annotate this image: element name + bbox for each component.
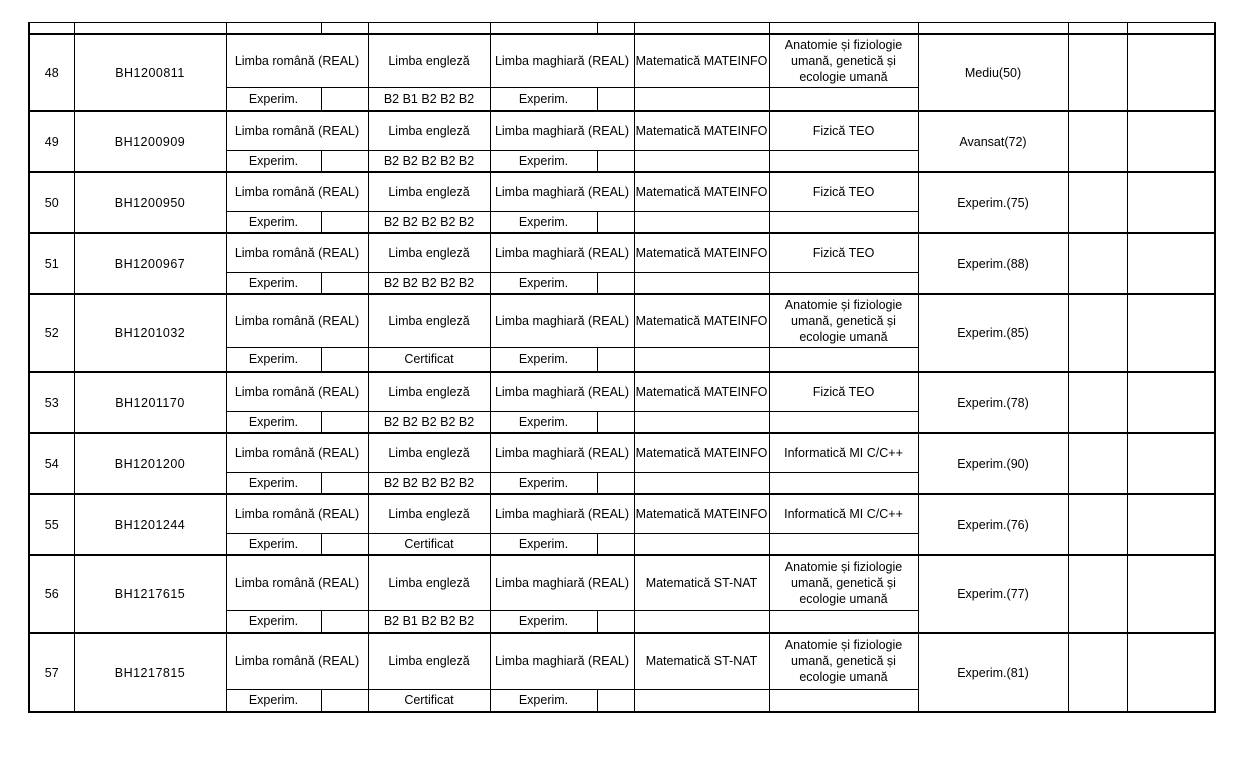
empty-cell <box>1127 34 1215 111</box>
empty-cell <box>1068 555 1127 633</box>
science-subject-cell: Anatomie și fiziologie umană, genetică și ecologie umană <box>769 34 918 87</box>
sliver-cell <box>226 23 321 35</box>
empty-cell <box>1068 172 1127 233</box>
empty-subcell <box>321 411 368 433</box>
hungarian-subject-cell: Limba maghiară (REAL) <box>490 34 634 87</box>
english-subject-cell: Limba engleză <box>368 294 490 347</box>
empty-subcell <box>597 610 634 633</box>
romanian-result-cell: Experim. <box>226 211 321 233</box>
hungarian-subject-cell: Limba maghiară (REAL) <box>490 172 634 211</box>
romanian-result-cell: Experim. <box>226 272 321 294</box>
romanian-subject-cell: Limba română (REAL) <box>226 494 368 533</box>
empty-subcell <box>634 689 769 712</box>
hungarian-subject-cell: Limba maghiară (REAL) <box>490 633 634 689</box>
hungarian-subject-cell: Limba maghiară (REAL) <box>490 111 634 150</box>
candidate-code: BH1200811 <box>74 34 226 111</box>
candidate-code: BH1200909 <box>74 111 226 172</box>
sliver-cell <box>918 23 1068 35</box>
sliver-cell <box>1127 23 1215 35</box>
empty-subcell <box>634 472 769 494</box>
empty-cell <box>1068 494 1127 555</box>
math-subject-cell: Matematică MATEINFO <box>634 433 769 472</box>
hungarian-subject-cell: Limba maghiară (REAL) <box>490 294 634 347</box>
hungarian-result-cell: Experim. <box>490 472 597 494</box>
empty-cell <box>1068 433 1127 494</box>
science-subject-cell: Anatomie și fiziologie umană, genetică și ecologie umană <box>769 555 918 610</box>
candidate-code: BH1201244 <box>74 494 226 555</box>
romanian-subject-cell: Limba română (REAL) <box>226 555 368 610</box>
english-subject-cell: Limba engleză <box>368 433 490 472</box>
record-row-top <box>29 494 1215 533</box>
empty-subcell <box>634 533 769 555</box>
empty-subcell <box>597 272 634 294</box>
english-subject-cell: Limba engleză <box>368 172 490 211</box>
english-result-cell: Certificat <box>368 533 490 555</box>
empty-cell <box>1068 233 1127 294</box>
empty-subcell <box>769 347 918 372</box>
row-number: 50 <box>29 172 74 233</box>
candidate-code: BH1200950 <box>74 172 226 233</box>
hungarian-result-cell: Experim. <box>490 87 597 111</box>
record-row-top <box>29 372 1215 411</box>
romanian-subject-cell: Limba română (REAL) <box>226 433 368 472</box>
empty-subcell <box>769 150 918 172</box>
empty-cell <box>1068 372 1127 433</box>
math-subject-cell: Matematică MATEINFO <box>634 494 769 533</box>
empty-subcell <box>634 87 769 111</box>
level-result-cell: Experim.(81) <box>918 633 1068 712</box>
empty-subcell <box>769 533 918 555</box>
empty-subcell <box>597 411 634 433</box>
english-subject-cell: Limba engleză <box>368 494 490 533</box>
empty-subcell <box>769 272 918 294</box>
candidate-code: BH1217815 <box>74 633 226 712</box>
level-result-cell: Mediu(50) <box>918 34 1068 111</box>
empty-subcell <box>597 211 634 233</box>
sliver-cell <box>1068 23 1127 35</box>
candidate-code: BH1200967 <box>74 233 226 294</box>
sliver-cell <box>597 23 634 35</box>
record-row-top <box>29 34 1215 87</box>
record-row-top <box>29 555 1215 610</box>
empty-subcell <box>597 472 634 494</box>
row-number: 51 <box>29 233 74 294</box>
english-result-cell: B2 B2 B2 B2 B2 <box>368 411 490 433</box>
row-number: 54 <box>29 433 74 494</box>
empty-subcell <box>597 533 634 555</box>
romanian-result-cell: Experim. <box>226 533 321 555</box>
row-number: 55 <box>29 494 74 555</box>
row-number: 56 <box>29 555 74 633</box>
candidate-code: BH1201032 <box>74 294 226 372</box>
record-row-top <box>29 111 1215 150</box>
science-subject-cell: Informatică MI C/C++ <box>769 494 918 533</box>
empty-subcell <box>597 689 634 712</box>
empty-subcell <box>321 211 368 233</box>
empty-subcell <box>321 347 368 372</box>
hungarian-result-cell: Experim. <box>490 272 597 294</box>
row-number: 48 <box>29 34 74 111</box>
sliver-cell <box>634 23 769 35</box>
exam-results-table <box>28 22 1216 713</box>
empty-cell <box>1127 433 1215 494</box>
science-subject-cell: Anatomie și fiziologie umană, genetică și ecologie umană <box>769 294 918 347</box>
empty-subcell <box>769 610 918 633</box>
empty-subcell <box>634 610 769 633</box>
empty-cell <box>1127 172 1215 233</box>
english-result-cell: Certificat <box>368 347 490 372</box>
hungarian-result-cell: Experim. <box>490 610 597 633</box>
hungarian-subject-cell: Limba maghiară (REAL) <box>490 433 634 472</box>
empty-subcell <box>634 347 769 372</box>
science-subject-cell: Informatică MI C/C++ <box>769 433 918 472</box>
level-result-cell: Experim.(78) <box>918 372 1068 433</box>
science-subject-cell: Fizică TEO <box>769 372 918 411</box>
empty-subcell <box>597 347 634 372</box>
level-result-cell: Experim.(77) <box>918 555 1068 633</box>
romanian-result-cell: Experim. <box>226 347 321 372</box>
romanian-result-cell: Experim. <box>226 689 321 712</box>
previous-record-sliver-row <box>29 23 1215 35</box>
empty-subcell <box>321 87 368 111</box>
record-row-top <box>29 294 1215 347</box>
empty-cell <box>1127 494 1215 555</box>
science-subject-cell: Fizică TEO <box>769 172 918 211</box>
english-subject-cell: Limba engleză <box>368 372 490 411</box>
sliver-cell <box>490 23 597 35</box>
hungarian-result-cell: Experim. <box>490 689 597 712</box>
empty-subcell <box>321 272 368 294</box>
hungarian-result-cell: Experim. <box>490 347 597 372</box>
hungarian-subject-cell: Limba maghiară (REAL) <box>490 233 634 272</box>
romanian-result-cell: Experim. <box>226 610 321 633</box>
english-result-cell: B2 B1 B2 B2 B2 <box>368 87 490 111</box>
hungarian-subject-cell: Limba maghiară (REAL) <box>490 494 634 533</box>
romanian-result-cell: Experim. <box>226 87 321 111</box>
empty-subcell <box>321 533 368 555</box>
empty-subcell <box>769 472 918 494</box>
record-row-top <box>29 172 1215 211</box>
english-subject-cell: Limba engleză <box>368 555 490 610</box>
hungarian-subject-cell: Limba maghiară (REAL) <box>490 372 634 411</box>
empty-subcell <box>634 150 769 172</box>
math-subject-cell: Matematică MATEINFO <box>634 372 769 411</box>
row-number: 57 <box>29 633 74 712</box>
science-subject-cell: Fizică TEO <box>769 111 918 150</box>
empty-cell <box>1127 633 1215 712</box>
math-subject-cell: Matematică MATEINFO <box>634 233 769 272</box>
empty-subcell <box>634 272 769 294</box>
english-result-cell: B2 B2 B2 B2 B2 <box>368 150 490 172</box>
record-row-top <box>29 633 1215 689</box>
empty-subcell <box>769 87 918 111</box>
record-row-top <box>29 433 1215 472</box>
empty-subcell <box>769 411 918 433</box>
math-subject-cell: Matematică ST-NAT <box>634 633 769 689</box>
english-subject-cell: Limba engleză <box>368 111 490 150</box>
romanian-subject-cell: Limba română (REAL) <box>226 111 368 150</box>
level-result-cell: Experim.(90) <box>918 433 1068 494</box>
level-result-cell: Experim.(85) <box>918 294 1068 372</box>
empty-subcell <box>597 150 634 172</box>
romanian-result-cell: Experim. <box>226 150 321 172</box>
romanian-subject-cell: Limba română (REAL) <box>226 633 368 689</box>
level-result-cell: Experim.(75) <box>918 172 1068 233</box>
romanian-subject-cell: Limba română (REAL) <box>226 34 368 87</box>
candidate-code: BH1217615 <box>74 555 226 633</box>
empty-cell <box>1127 294 1215 372</box>
candidate-code: BH1201200 <box>74 433 226 494</box>
romanian-result-cell: Experim. <box>226 411 321 433</box>
empty-cell <box>1127 111 1215 172</box>
english-result-cell: B2 B1 B2 B2 B2 <box>368 610 490 633</box>
english-subject-cell: Limba engleză <box>368 34 490 87</box>
level-result-cell: Experim.(88) <box>918 233 1068 294</box>
row-number: 53 <box>29 372 74 433</box>
english-result-cell: B2 B2 B2 B2 B2 <box>368 472 490 494</box>
science-subject-cell: Fizică TEO <box>769 233 918 272</box>
romanian-subject-cell: Limba română (REAL) <box>226 172 368 211</box>
hungarian-result-cell: Experim. <box>490 533 597 555</box>
empty-subcell <box>769 211 918 233</box>
sliver-cell <box>321 23 368 35</box>
romanian-subject-cell: Limba română (REAL) <box>226 294 368 347</box>
romanian-result-cell: Experim. <box>226 472 321 494</box>
math-subject-cell: Matematică ST-NAT <box>634 555 769 610</box>
level-result-cell: Avansat(72) <box>918 111 1068 172</box>
empty-subcell <box>769 689 918 712</box>
hungarian-result-cell: Experim. <box>490 211 597 233</box>
empty-subcell <box>321 150 368 172</box>
empty-subcell <box>597 87 634 111</box>
sliver-cell <box>74 23 226 35</box>
sliver-cell <box>368 23 490 35</box>
english-result-cell: B2 B2 B2 B2 B2 <box>368 272 490 294</box>
sliver-cell <box>769 23 918 35</box>
empty-subcell <box>321 689 368 712</box>
romanian-subject-cell: Limba română (REAL) <box>226 372 368 411</box>
english-subject-cell: Limba engleză <box>368 233 490 272</box>
empty-cell <box>1127 372 1215 433</box>
candidate-code: BH1201170 <box>74 372 226 433</box>
empty-cell <box>1068 633 1127 712</box>
record-row-top <box>29 233 1215 272</box>
math-subject-cell: Matematică MATEINFO <box>634 34 769 87</box>
math-subject-cell: Matematică MATEINFO <box>634 172 769 211</box>
empty-subcell <box>634 411 769 433</box>
row-number: 49 <box>29 111 74 172</box>
empty-subcell <box>321 472 368 494</box>
hungarian-subject-cell: Limba maghiară (REAL) <box>490 555 634 610</box>
romanian-subject-cell: Limba română (REAL) <box>226 233 368 272</box>
math-subject-cell: Matematică MATEINFO <box>634 294 769 347</box>
row-number: 52 <box>29 294 74 372</box>
empty-subcell <box>321 610 368 633</box>
english-result-cell: Certificat <box>368 689 490 712</box>
hungarian-result-cell: Experim. <box>490 411 597 433</box>
sliver-cell <box>29 23 74 35</box>
empty-cell <box>1127 233 1215 294</box>
english-result-cell: B2 B2 B2 B2 B2 <box>368 211 490 233</box>
level-result-cell: Experim.(76) <box>918 494 1068 555</box>
science-subject-cell: Anatomie și fiziologie umană, genetică și ecologie umană <box>769 633 918 689</box>
empty-subcell <box>634 211 769 233</box>
empty-cell <box>1068 294 1127 372</box>
math-subject-cell: Matematică MATEINFO <box>634 111 769 150</box>
empty-cell <box>1127 555 1215 633</box>
hungarian-result-cell: Experim. <box>490 150 597 172</box>
empty-cell <box>1068 111 1127 172</box>
empty-cell <box>1068 34 1127 111</box>
english-subject-cell: Limba engleză <box>368 633 490 689</box>
